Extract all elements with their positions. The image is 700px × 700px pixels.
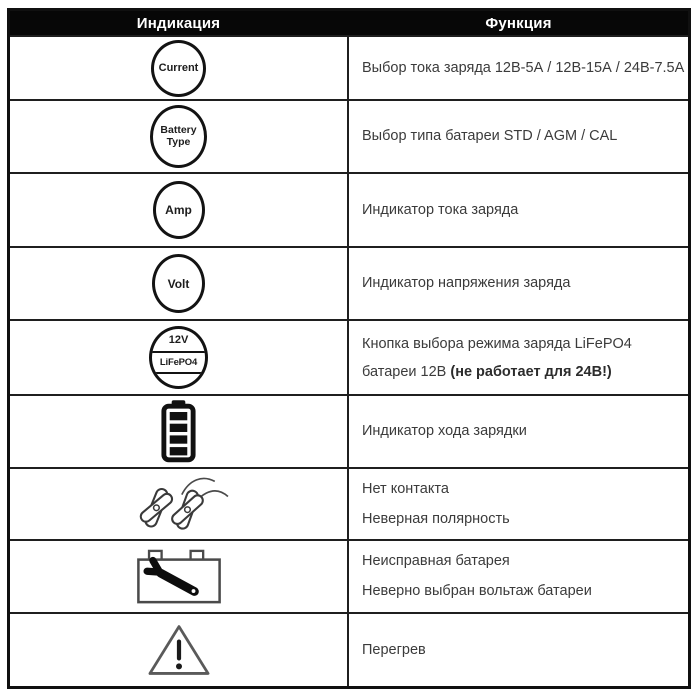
lifepo4-button-label-bottom: LiFePO4 xyxy=(152,353,205,374)
table-row-charge-progress xyxy=(10,396,688,469)
table-row-amp xyxy=(10,174,688,248)
table-row-clamps xyxy=(10,469,688,541)
volt-button-label: Volt xyxy=(167,276,190,291)
function-text-line-2: Неверно выбран вольтаж батареи xyxy=(362,583,592,599)
function-text-line-1: Неисправная батарея xyxy=(362,553,510,569)
battery-clamps-icon xyxy=(125,472,233,536)
table-row-volt xyxy=(10,248,688,321)
function-text: Индикатор хода зарядки xyxy=(362,423,527,439)
header-indication: Индикация xyxy=(10,11,349,35)
table-row-battery-type xyxy=(10,101,688,174)
function-text-bold: (не работает для 24В!) xyxy=(450,363,612,380)
warning-triangle-icon xyxy=(145,620,213,680)
table-row-lifepo4 xyxy=(10,321,688,396)
header-function: Функция xyxy=(485,14,552,32)
function-text: Перегрев xyxy=(362,641,426,658)
table-row-current xyxy=(10,37,688,101)
amp-button-icon xyxy=(153,181,205,239)
function-text: Индикатор напряжения заряда xyxy=(362,275,571,291)
function-text: Индикатор тока заряда xyxy=(362,201,519,218)
battery-type-label-1: Battery xyxy=(160,124,197,136)
battery-type-button-icon[interactable] xyxy=(150,105,207,168)
volt-button-icon xyxy=(152,254,205,313)
table-row-faulty-battery xyxy=(10,541,688,614)
current-button-icon[interactable] xyxy=(151,40,206,97)
lifepo4-button-label-top: 12V xyxy=(152,329,205,353)
current-button-label: Current xyxy=(158,62,199,74)
battery-type-label-2: Type xyxy=(166,135,191,148)
function-text: Выбор тока заряда 12В-5А / 12В-15А / 24В-7.5А xyxy=(362,59,685,76)
table-row-overheat xyxy=(10,614,688,686)
lifepo4-12v-button-icon[interactable] xyxy=(149,326,208,389)
function-text-line-2: Неверная полярность xyxy=(362,510,510,527)
battery-charging-progress-icon xyxy=(159,400,198,463)
function-text: Кнопка выбора режима заряда LiFePO4 батареи 12В (не работает для 24В!) xyxy=(362,335,632,380)
function-text: Выбор типа батареи STD / AGM / CAL xyxy=(362,128,618,144)
indication-function-table xyxy=(7,8,691,689)
faulty-battery-wrench-icon xyxy=(134,548,224,606)
table-header-row xyxy=(10,11,688,37)
function-text-line-1: Нет контакта xyxy=(362,480,449,497)
amp-button-label: Amp xyxy=(165,203,192,217)
